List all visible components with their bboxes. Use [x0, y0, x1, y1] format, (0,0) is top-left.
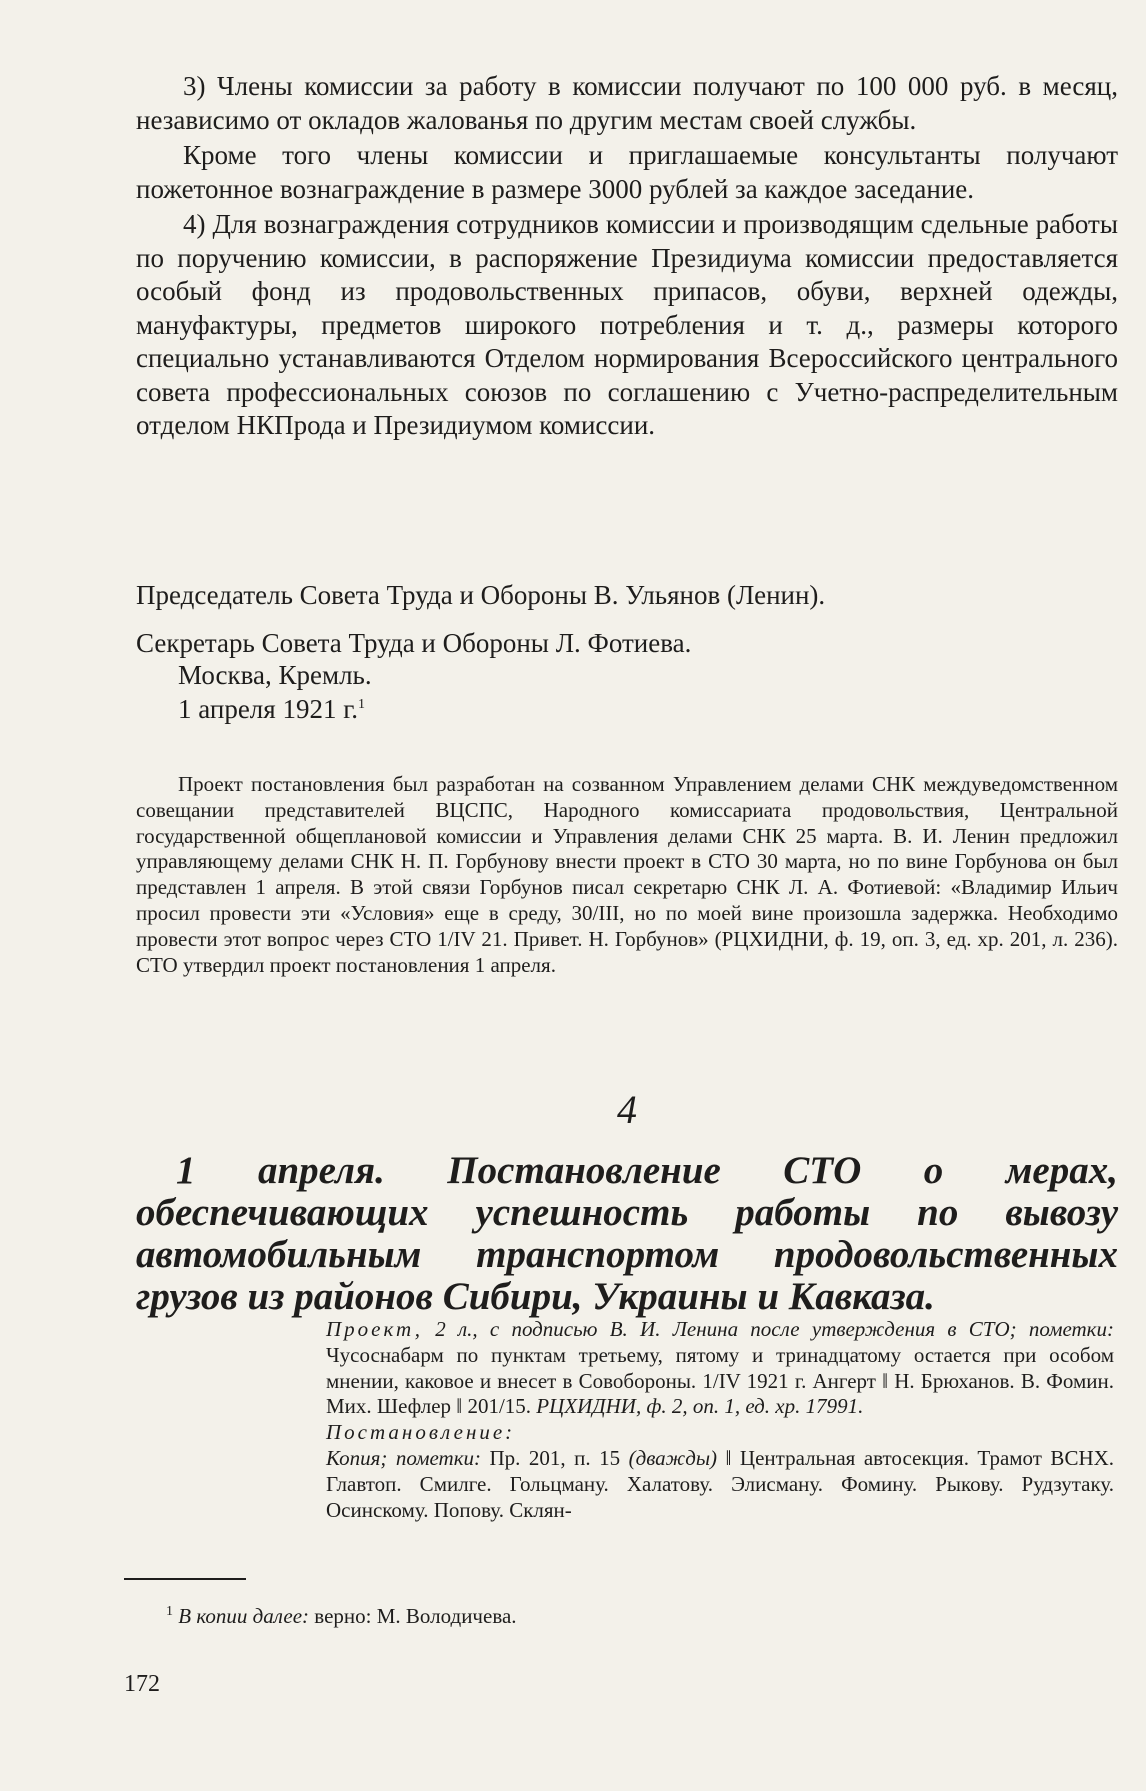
footnote-text: верно: М. Володичева.	[314, 1604, 517, 1628]
draft-details: 2 л., с подписью В. И. Ленина после утверждения в СТО; пометки:	[435, 1317, 1115, 1341]
main-text	[136, 70, 1118, 443]
commentary-note	[136, 772, 1118, 978]
signature-date	[136, 693, 1112, 727]
draft-source: РЦХИДНИ, ф. 2, оп. 1, ед. хр. 17991.	[536, 1394, 864, 1419]
copy-reference: Пр. 201, п. 15	[489, 1445, 621, 1470]
archival-description	[326, 1317, 1114, 1523]
page-number: 172	[124, 1671, 160, 1697]
signature-block	[136, 579, 1112, 726]
copy-reference-note: (дважды)	[628, 1445, 718, 1470]
footnote	[166, 1604, 1066, 1630]
paragraph-3: 3) Члены комиссии за работу в комиссии получают по 100 000 руб. в месяц, независимо от окладов жалованья по другим местам своей службы.	[136, 71, 1118, 135]
document-title-text: 1 апреля. Постановление СТО о мерах, обеспечивающих успешность работы по вывозу автомобильным транспортом продовольственных грузов из районов Сибири, Украины и Кавказа.	[136, 1149, 1118, 1318]
paragraph-4: 4) Для вознаграждения сотрудников комиссии и производящим сдельные работы по поручению комиссии, в распоряжение Президиума комиссии предоставляется особый фонд из продовольственных припасов, обуви, верхней одежды, мануфактуры, предметов широкого потребления и т. д., размеры которого специально устанавливаются Отделом нормирования Всероссийского центрального совета профессиональных союзов по соглашению с Учетно-распределительным отделом НКПрода и Президиумом комиссии.	[136, 209, 1118, 440]
footnote-marker: 1	[166, 1604, 173, 1619]
chairman-signature: Председатель Совета Труда и Обороны В. Ульянов (Ленин).	[136, 580, 826, 610]
document-number: 4	[617, 1087, 637, 1132]
footnote-divider	[124, 1578, 246, 1580]
commentary-text: Проект постановления был разработан на созванном Управлением делами СНК междуведомственном совещании представителей ВЦСПС, Народного комиссариата продовольствия, Центральной государственной общеплановой комиссии и Управления делами СНК 25 марта. В. И. Ленин предложил управляющему делами СНК Н. П. Горбунову внести проект в СТО 30 марта, но по вине Горбунова он был представлен 1 апреля. В этой связи Горбунов писал секретарю СНК Л. А. Фотиевой: «Владимир Ильич просил провести эти «Условия» еще в среду, 30/III, но по моей вине произошла задержка. Необходимо провести этот вопрос через СТО 1/IV 21. Привет. Н. Горбунов» (РЦХИДНИ, ф. 19, оп. 3, ед. хр. 201, л. 236). СТО утвердил проект постановления 1 апреля.	[136, 772, 1118, 977]
signature-date-text: 1 апреля 1921 г.	[178, 693, 358, 724]
draft-notes: Чусоснабарм по пунктам третьему, пятому и тринадцатому остается при особом мнении, каковое и внесет в Совобороны. 1/IV 1921 г. Ангерт ‖ Н. Брюханов. В. Фомин. Мих. Шефлер ‖ 201/15.	[326, 1342, 1114, 1419]
footnote-ref: 1	[357, 696, 365, 712]
copy-label: Копия; пометки:	[326, 1445, 482, 1470]
copy-distribution: ‖ Центральная автосекция. Трамот ВСНХ. Главтоп. Смилге. Гольцману. Халатову. Элисману. Фомину. Рыкову. Рудзутаку. Осинскому. Попову. Склян-	[326, 1445, 1115, 1522]
draft-label: Проект,	[326, 1317, 423, 1341]
paragraph-bonus: Кроме того члены комиссии и приглашаемые консультанты получают пожетонное вознаграждение в размере 3000 рублей за каждое заседание.	[136, 140, 1118, 204]
decree-label: Постановление:	[326, 1420, 516, 1445]
secretary-signature: Секретарь Совета Труда и Обороны Л. Фотиева.	[136, 627, 692, 658]
document-title	[136, 1150, 1118, 1318]
footnote-label: В копии далее:	[178, 1604, 310, 1628]
signature-place: Москва, Кремль.	[178, 660, 372, 690]
